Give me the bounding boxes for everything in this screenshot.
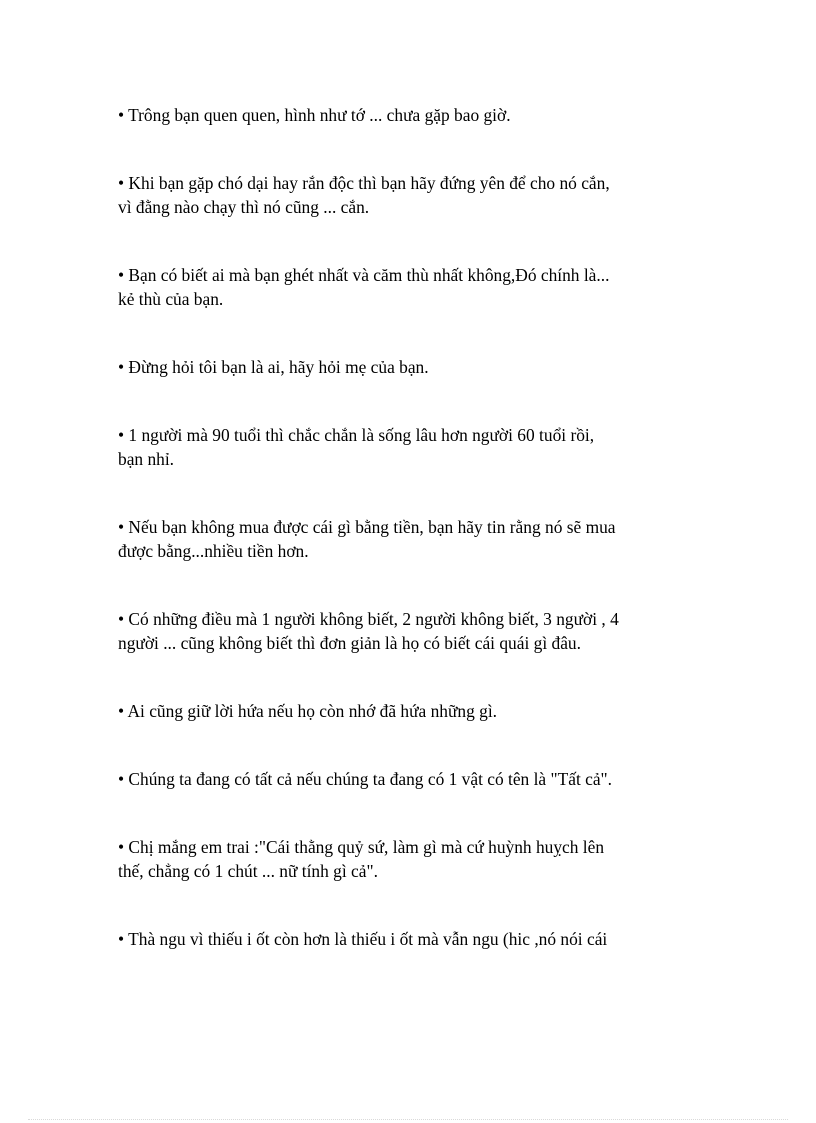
list-item: • Trông bạn quen quen, hình như tớ ... chưa gặp bao giờ. — [118, 105, 511, 125]
list-item: • Đừng hỏi tôi bạn là ai, hãy hỏi mẹ của bạn. — [118, 357, 429, 377]
list-item: • Ai cũng giữ lời hứa nếu họ còn nhớ đã hứa những gì. — [118, 701, 498, 721]
list-item: • 1 người mà 90 tuổi thì chắc chắn là sống lâu hơn người 60 tuổi rồi, bạn nhỉ. — [118, 425, 595, 469]
list-item: • Chị mắng em trai :"Cái thằng quỷ sứ, làm gì mà cứ huỳnh huỵch lên thế, chẳng có 1 chút ... nữ tính gì cả". — [118, 837, 605, 881]
joke-list — [118, 103, 708, 995]
list-item: • Khi bạn gặp chó dại hay rắn độc thì bạn hãy đứng yên để cho nó cắn, vì đằng nào chạy thì nó cũng ... cắn. — [118, 173, 610, 217]
list-item: • Có những điều mà 1 người không biết, 2 người không biết, 3 người , 4 người ... cũng không biết thì đơn giản là họ có biết cái quái gì đâu. — [118, 609, 619, 653]
list-item: • Chúng ta đang có tất cả nếu chúng ta đang có 1 vật có tên là "Tất cả". — [118, 769, 613, 789]
page-bottom-divider — [28, 1119, 788, 1120]
list-item: • Bạn có biết ai mà bạn ghét nhất và căm thù nhất không,Đó chính là... kẻ thù của bạn. — [118, 265, 610, 309]
list-item: • Thà ngu vì thiếu i ốt còn hơn là thiếu i ốt mà vẫn ngu (hic ,nó nói cái — [118, 929, 608, 949]
list-item: • Nếu bạn không mua được cái gì bằng tiền, bạn hãy tin rằng nó sẽ mua được bằng...nhiều tiền hơn. — [118, 517, 616, 561]
